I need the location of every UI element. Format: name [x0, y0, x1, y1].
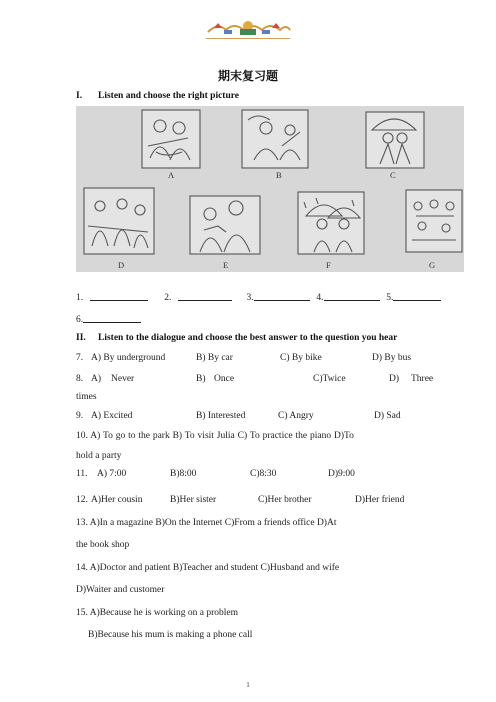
blank-2-label: 2.	[164, 293, 172, 303]
picture-label-f: F	[326, 260, 331, 270]
picture-label-g: G	[429, 260, 436, 270]
header-rule	[206, 38, 290, 39]
q8-option-a-letter: A)	[91, 374, 102, 384]
q9-option-a: A) Excited	[91, 411, 133, 421]
q12-option-a: A)Her cousin	[91, 495, 143, 505]
page-number: 1	[246, 681, 250, 689]
q9-option-b: B) Interested	[196, 411, 246, 421]
answer-blank-3[interactable]	[254, 291, 310, 301]
q12-option-c: C)Her brother	[258, 495, 312, 505]
answer-blank-6[interactable]	[83, 313, 141, 323]
section-1-title: Listen and choose the right picture	[98, 91, 240, 101]
q9-option-d: D) Sad	[374, 411, 401, 421]
q8-option-d-text: Three	[411, 374, 434, 384]
pictures-panel	[76, 106, 464, 272]
q11-option-d: D)9:00	[328, 469, 355, 479]
q8-option-d-letter: D)	[389, 374, 400, 384]
q12-option-b: B)Her sister	[170, 495, 217, 505]
q10-continuation: hold a party	[76, 451, 122, 461]
section-1-heading	[76, 91, 239, 101]
q7-option-a: A) By underground	[91, 353, 166, 363]
q11-option-a: A) 7:00	[97, 469, 127, 479]
picture-d	[84, 188, 154, 254]
q11-option-b: B)8:00	[170, 469, 197, 479]
section-2-heading	[76, 333, 397, 343]
q9-num: 9.	[76, 411, 84, 421]
section-2-number: II.	[76, 333, 86, 343]
q12-option-d: D)Her friend	[355, 495, 405, 505]
answer-blank-4[interactable]	[324, 291, 380, 301]
picture-label-a: A	[168, 170, 175, 180]
answer-blank-row	[76, 291, 441, 303]
blank-4-label: 4.	[316, 293, 324, 303]
blank-5-label: 5.	[386, 293, 394, 303]
q8-num: 8.	[76, 374, 84, 384]
picture-f	[298, 192, 364, 254]
q8-option-b-letter: B)	[196, 374, 206, 384]
q8-continuation: times	[76, 392, 97, 402]
answer-blank-2[interactable]	[178, 291, 232, 301]
q7-option-b: B) By car	[196, 353, 233, 363]
picture-label-d: D	[118, 260, 125, 270]
picture-e	[190, 196, 260, 254]
answer-blank-row-2	[76, 313, 141, 325]
q8-option-c: C)Twice	[313, 374, 346, 384]
q8-option-b-text: Once	[214, 374, 235, 384]
q7-num: 7.	[76, 353, 84, 363]
picture-label-c: C	[390, 170, 396, 180]
answer-blank-5[interactable]	[393, 291, 441, 301]
q10-line: 10. A) To go to the park B) To visit Julia C) To practice the piano D)To	[76, 431, 354, 441]
q14-line: 14. A)Doctor and patient B)Teacher and student C)Husband and wife	[76, 563, 340, 573]
blank-3-label: 3.	[246, 293, 254, 303]
section-2-title: Listen to the dialogue and choose the best answer to the question you hear	[98, 333, 398, 343]
q13-continuation: the book shop	[76, 540, 130, 550]
page-title: 期末复习题	[217, 69, 278, 83]
q13-line: 13. A)In a magazine B)On the Internet C)From a friends office D)At	[76, 518, 337, 528]
picture-b	[242, 110, 308, 168]
picture-g	[406, 190, 462, 252]
q7-option-d: D) By bus	[372, 353, 412, 363]
section-1-number: I.	[76, 91, 83, 101]
picture-c	[366, 112, 424, 168]
q7-option-c: C) By bike	[280, 353, 322, 363]
q11-option-c: C)8:30	[250, 469, 277, 479]
q8-option-a-text: Never	[111, 374, 135, 384]
picture-label-e: E	[223, 260, 229, 270]
picture-a	[142, 110, 200, 168]
blank-1-label: 1.	[76, 293, 84, 303]
q12-num: 12.	[76, 495, 88, 505]
q11-num: 11.	[76, 469, 88, 479]
picture-label-b: B	[276, 170, 282, 180]
q15-option-a: 15. A)Because he is working on a problem	[76, 608, 238, 618]
header-logo	[204, 18, 292, 38]
q14-continuation: D)Waiter and customer	[76, 585, 165, 595]
answer-blank-1[interactable]	[90, 291, 148, 301]
q15-option-b: B)Because his mum is making a phone call	[88, 630, 253, 640]
blank-6-label: 6.	[76, 315, 84, 325]
q9-option-c: C) Angry	[278, 411, 314, 421]
